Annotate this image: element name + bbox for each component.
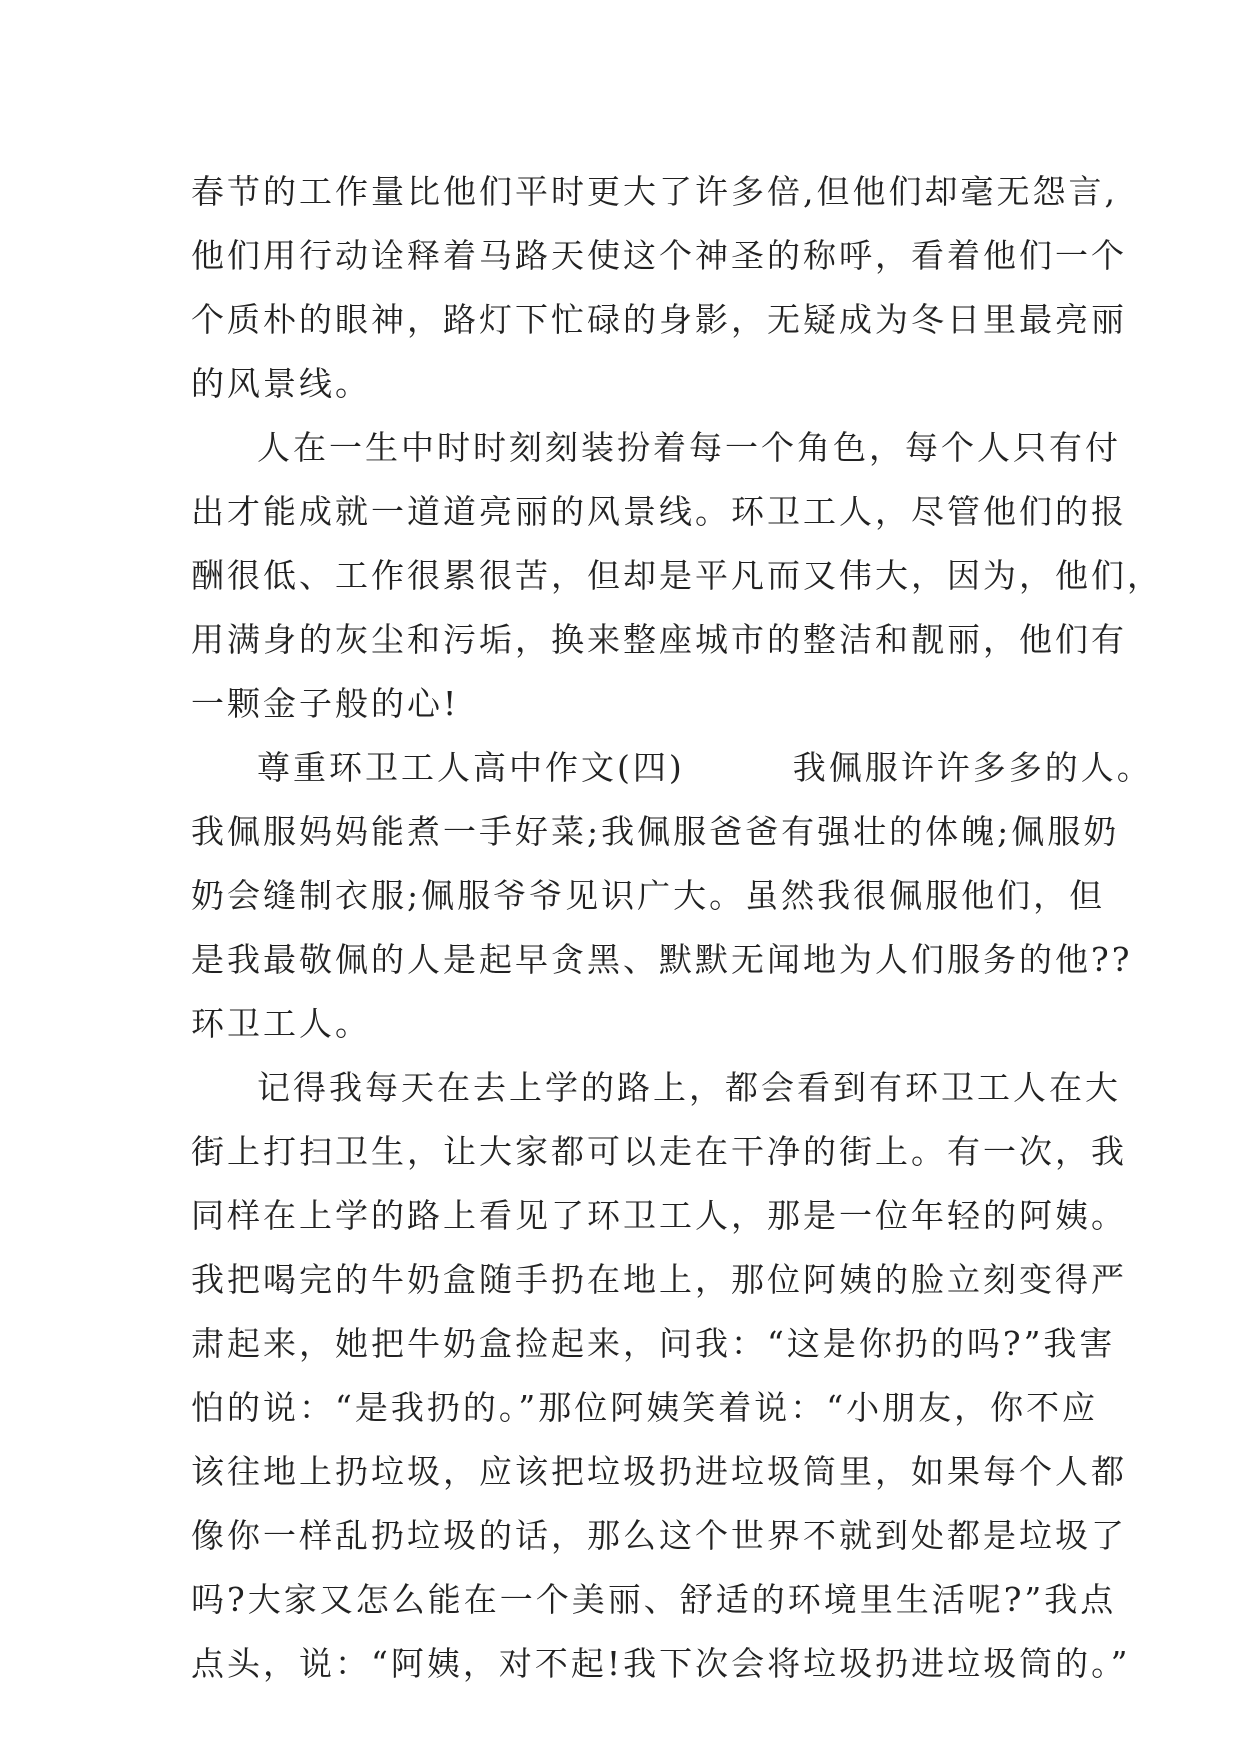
text-line: 环卫工人。 <box>191 1004 371 1043</box>
text-line: 酬很低、工作很累很苦，但却是平凡而又伟大，因为，他们， <box>191 556 1163 595</box>
text-line: 怕的说：“是我扔的。”那位阿姨笑着说：“小朋友，你不应 <box>191 1388 1099 1427</box>
text-line: 奶会缝制衣服;佩服爷爷见识广大。虽然我很佩服他们，但 <box>191 876 1106 915</box>
text-line: 是我最敬佩的人是起早贪黑、默默无闻地为人们服务的他?? <box>191 940 1133 979</box>
text-line: 春节的工作量比他们平时更大了许多倍,但他们却毫无怨言, <box>191 172 1118 211</box>
text-line: 的风景线。 <box>191 364 371 403</box>
text-line: 出才能成就一道道亮丽的风景线。环卫工人，尽管他们的报 <box>191 492 1127 531</box>
text-line: 我佩服妈妈能煮一手好菜;我佩服爸爸有强壮的体魄;佩服奶 <box>191 812 1120 851</box>
text-line: 肃起来，她把牛奶盒捡起来，问我：“这是你扔的吗?”我害 <box>191 1324 1116 1363</box>
text-line: 一颗金子般的心! <box>191 684 460 723</box>
text-line: 他们用行动诠释着马路天使这个神圣的称呼，看着他们一个 <box>191 236 1127 275</box>
text-line: 吗?大家又怎么能在一个美丽、舒适的环境里生活呢?”我点 <box>191 1580 1117 1619</box>
text-line: 个质朴的眼神，路灯下忙碌的身影，无疑成为冬日里最亮丽 <box>191 300 1127 339</box>
text-line: 用满身的灰尘和污垢，换来整座城市的整洁和靓丽，他们有 <box>191 620 1127 659</box>
paragraph-first-line: 记得我每天在去上学的路上，都会看到有环卫工人在大 <box>257 1068 1121 1107</box>
text-line: 同样在上学的路上看见了环卫工人，那是一位年轻的阿姨。 <box>191 1196 1127 1235</box>
text-line: 该往地上扔垃圾，应该把垃圾扔进垃圾筒里，如果每个人都 <box>191 1452 1127 1491</box>
text-line: 街上打扫卫生，让大家都可以走在干净的街上。有一次，我 <box>191 1132 1127 1171</box>
body-text <box>191 160 1163 1696</box>
paragraph-first-line: 人在一生中时时刻刻装扮着每一个角色，每个人只有付 <box>257 428 1121 467</box>
text-line: 我把喝完的牛奶盒随手扔在地上，那位阿姨的脸立刻变得严 <box>191 1260 1127 1299</box>
section-heading-line: 尊重环卫工人高中作文(四) 我佩服许许多多的人。 <box>257 748 1153 787</box>
text-line: 点头，说：“阿姨，对不起!我下次会将垃圾扔进垃圾筒的。” <box>191 1644 1131 1683</box>
text-line: 像你一样乱扔垃圾的话，那么这个世界不就到处都是垃圾了 <box>191 1516 1127 1555</box>
